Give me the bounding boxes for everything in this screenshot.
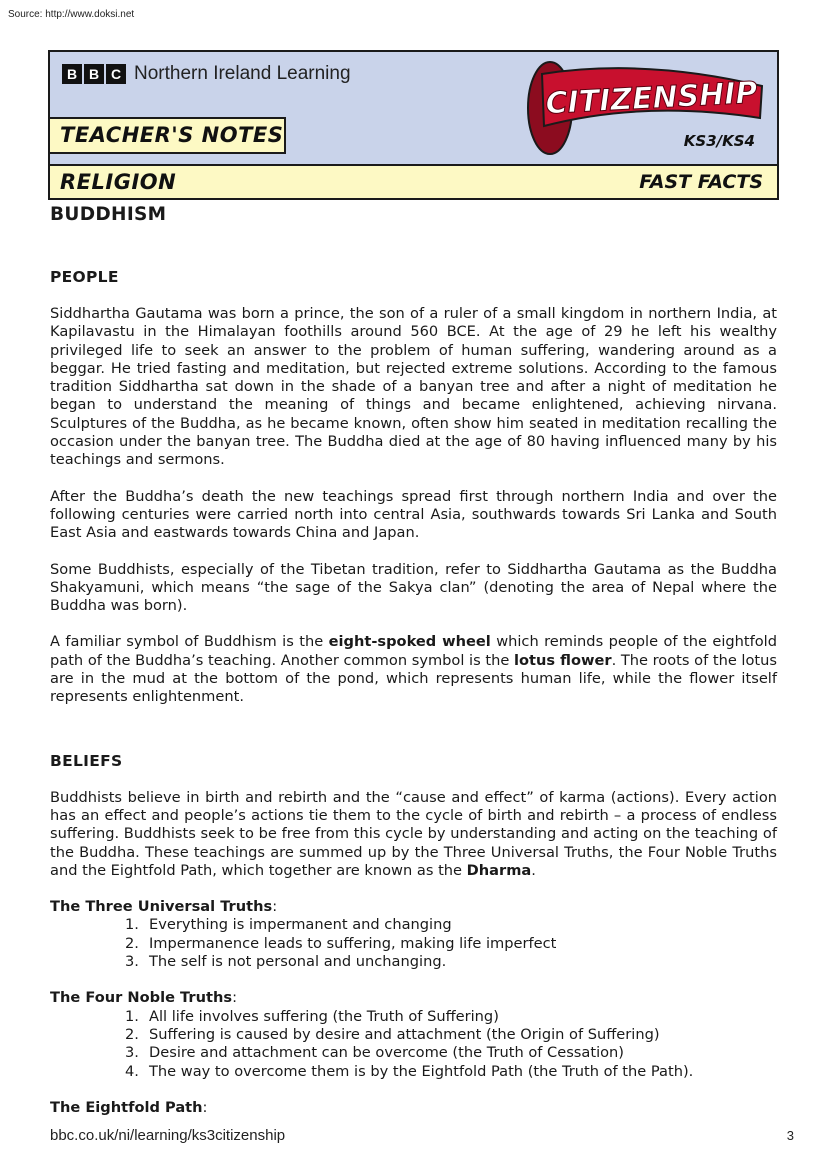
bold-term: eight-spoked wheel xyxy=(328,633,491,651)
paragraph xyxy=(50,633,777,706)
list-item: 1. All life involves suffering (the Truth of Suffering) xyxy=(125,1007,499,1025)
brand-tagline: Northern Ireland Learning xyxy=(134,63,351,84)
subject-bar xyxy=(48,164,779,200)
header-banner xyxy=(48,50,779,200)
list-item: 1. Everything is impermanent and changing xyxy=(125,916,452,934)
bbc-letter: C xyxy=(106,64,126,84)
footer-url[interactable]: bbc.co.uk/ni/learning/ks3citizenship xyxy=(50,1127,286,1144)
list-item: 3. The self is not personal and unchanging. xyxy=(125,953,447,971)
bold-term: lotus flower xyxy=(513,651,612,669)
section-heading-people: PEOPLE xyxy=(50,268,119,286)
subject-label: RELIGION xyxy=(60,170,177,194)
paragraph: After the Buddha’s death the new teachings spread first through northern India and over the following centuries were carried north into central Asia, southwards towards Sri Lanka and South East Asia and eastwards towards China and Japan. xyxy=(50,487,777,542)
paragraph xyxy=(50,789,777,880)
teachers-notes-label: TEACHER'S NOTES xyxy=(48,117,286,154)
bbc-letter: B xyxy=(84,64,104,84)
bbc-letter: B xyxy=(62,64,82,84)
document-body xyxy=(50,203,777,1117)
source-note: Source: http://www.doksi.net xyxy=(8,9,135,20)
text-run: . The roots of the lotus are in the mud at the bottom of the pond, which represents human life, while the flower itself represents enlightenment. xyxy=(50,651,777,706)
text-run: A familiar symbol of Buddhism is the xyxy=(50,633,329,651)
page-title: BUDDHISM xyxy=(50,204,167,225)
key-stage-label: KS3/KS4 xyxy=(683,132,755,150)
bbc-logo xyxy=(62,63,351,85)
list-item: 4. The way to overcome them is by the Eightfold Path (the Truth of the Path). xyxy=(125,1062,694,1080)
list-title: The Eightfold Path: xyxy=(50,1098,208,1116)
text-run: . xyxy=(531,861,536,879)
list-item: 2. Suffering is caused by desire and attachment (the Origin of Suffering) xyxy=(125,1025,660,1043)
list-item: 2. Impermanence leads to suffering, making life imperfect xyxy=(125,934,557,952)
text-run: Buddhists believe in birth and rebirth and the “cause and effect” of karma (actions). Every action has an effect and people’s actions tie them to the cycle of birth and rebirth – a process of endless suffering. Buddhists seek to be free from this cycle by understanding and acting on the teaching of the Buddha. These teachings are summed up by the Three Universal Truths, the Four Noble Truths and the Eightfold Path, which together are known as the xyxy=(50,788,777,879)
fast-facts-label: FAST FACTS xyxy=(639,171,763,193)
section-heading-beliefs: BELIEFS xyxy=(50,751,123,770)
paragraph: Some Buddhists, especially of the Tibetan tradition, refer to Siddhartha Gautama as the Buddha Shakyamuni, which means “the sage of the Sakya clan” (denoting the area of Nepal where the Buddha was born). xyxy=(50,560,777,615)
logo-text: CITIZENSHIP xyxy=(544,75,759,122)
paragraph: Siddhartha Gautama was born a prince, the son of a ruler of a small kingdom in northern India, at Kapilavastu in the Himalayan foothills around 560 BCE. At the age of 29 he left his wealthy privileged life to seek an answer to the problem of human suffering, wandering around as a beggar. He tried fasting and meditation, but rejected extreme solutions. According to the famous tradition Siddhartha sat down in the shade of a banyan tree and after a night of meditation he began to understand the meaning of things and became enlightened, achieving nirvana. Sculptures of the Buddha, as he became known, often show him seated in meditation recalling the occasion under the banyan tree. The Buddha died at the age of 80 having influenced many by his teachings and sermons. xyxy=(50,305,777,469)
list-title: The Three Universal Truths: xyxy=(50,898,278,916)
list-item: 3. Desire and attachment can be overcome (the Truth of Cessation) xyxy=(125,1044,625,1062)
page-number: 3 xyxy=(786,1128,794,1143)
list-title: The Four Noble Truths: xyxy=(50,989,237,1007)
bold-term: Dharma xyxy=(466,861,532,879)
four-truths-list xyxy=(50,1008,777,1081)
text-run: which reminds people of the eightfold path of the Buddha’s teaching. Another common symbol is the xyxy=(50,633,777,669)
three-truths-list xyxy=(50,916,777,971)
